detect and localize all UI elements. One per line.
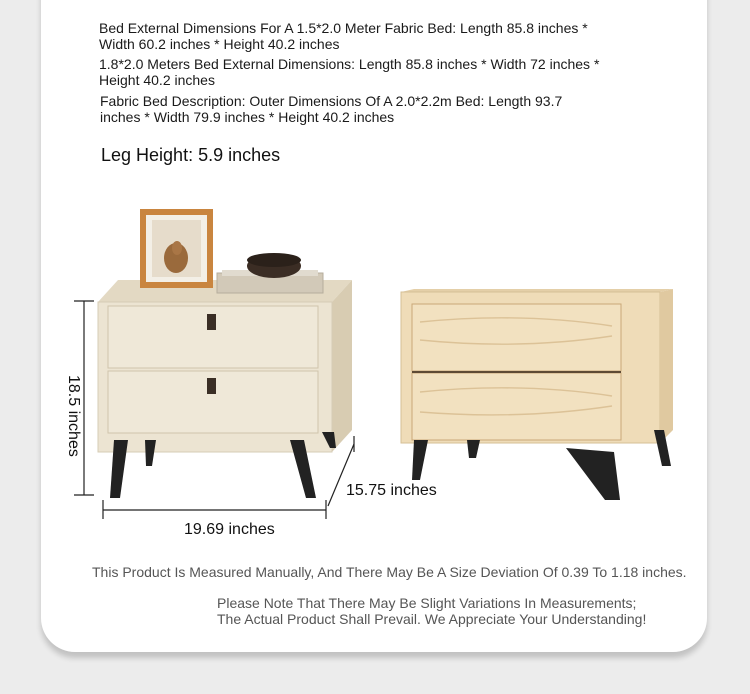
deviation-note: This Product Is Measured Manually, And There May Be A Size Deviation Of 0.39 To 1.18 inches. <box>92 564 687 580</box>
spec-line-3: Fabric Bed Description: Outer Dimensions Of A 2.0*2.2m Bed: Length 93.7 inches * Width 79.9 inches * Height 40.2 inches <box>100 93 563 125</box>
width-dimension-line <box>103 500 326 519</box>
leg-height-label: Leg Height: 5.9 inches <box>101 145 281 165</box>
cream-nightstand-image <box>98 209 352 498</box>
depth-dimension-label: 15.75 inches <box>346 482 437 499</box>
spec-line-1: Bed External Dimensions For A 1.5*2.0 Meter Fabric Bed: Length 85.8 inches * Width 60.2 inches * Height 40.2 inches <box>99 20 588 52</box>
variation-note <box>217 595 646 627</box>
width-dimension-label: 19.69 inches <box>184 521 275 538</box>
variation-note-line-2: The Actual Product Shall Prevail. We Appreciate Your Understanding! <box>217 611 647 627</box>
spec-line-2: 1.8*2.0 Meters Bed External Dimensions: Length 85.8 inches * Width 72 inches * Height 40.2 inches <box>99 56 600 88</box>
height-dimension-label: 18.5 inches <box>65 375 82 457</box>
variation-note-line-1: Please Note That There May Be Slight Variations In Measurements; <box>217 595 637 611</box>
pine-nightstand-image <box>401 289 673 500</box>
